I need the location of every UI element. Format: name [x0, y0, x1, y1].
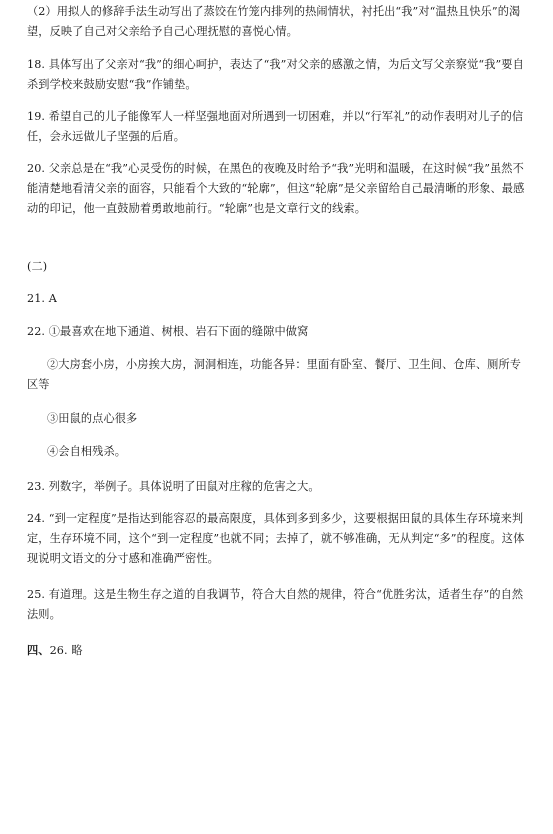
answer-22-item-3: ③田鼠的点心很多: [47, 412, 138, 425]
section-heading-4: 四、: [27, 643, 50, 657]
answer-20: 20. 父亲总是在“我”心灵受伤的时候，在黑色的夜晚及时给予“我”光明和温暖，在这时候“我”虽然不能清楚地看清父亲的面容，只能看个大致的“轮廓”，但这“轮廓”是父亲留给自己最清晰的形象、最感动的印记，他一直鼓励着勇敢地前行。“轮廓”也是文章行文的线索。: [27, 162, 525, 215]
answer-26-text: 26. 略: [49, 644, 83, 657]
answer-19: 19. 希望自己的儿子能像军人一样坚强地面对所遇到一切困难，并以“行军礼”的动作表明对儿子的信任，会永远做儿子坚强的后盾。: [27, 110, 524, 143]
answer-22-item-2: ②大房套小房，小房挨大房，洞洞相连，功能各异：里面有卧室、餐厅、卫生间、仓库、厕所专区等: [27, 358, 522, 391]
answer-18: 18. 具体写出了父亲对“我”的细心呵护，表达了“我”对父亲的感激之情，为后文写父亲察觉“我”要自杀到学校来鼓励安慰“我”作铺垫。: [27, 58, 524, 91]
section-heading-2: (二): [27, 260, 48, 273]
answer-23: 23. 列数字，举例子。具体说明了田鼠对庄稼的危害之大。: [27, 480, 320, 493]
answer-25: 25. 有道理。这是生物生存之道的自我调节，符合大自然的规律，符合“优胜劣汰，适者生存”的自然法则。: [27, 588, 524, 621]
answer-22-item-1: 22. ①最喜欢在地下通道、树根、岩石下面的缝隙中做窝: [27, 325, 309, 338]
answer-22-item-4: ④会自相残杀。: [47, 445, 127, 458]
answer-21: 21. A: [27, 292, 57, 305]
answer-26: [27, 640, 527, 661]
answer-24: 24. “到一定程度”是指达到能容忍的最高限度，具体到多到多少，这要根据田鼠的具体生存环境来判定，生存环境不同，这个“到一定程度”也就不同；去掉了，就不够准确，无从判定“多”的程度。这体现说明文语文的分寸感和准确严密性。: [27, 512, 525, 565]
answer-intro-paragraph: （2）用拟人的修辞手法生动写出了蒸饺在竹笼内排列的热闹情状，衬托出“我”对“温热且快乐”的渴望，反映了自己对父亲给予自己心理抚慰的喜悦心情。: [27, 5, 521, 38]
